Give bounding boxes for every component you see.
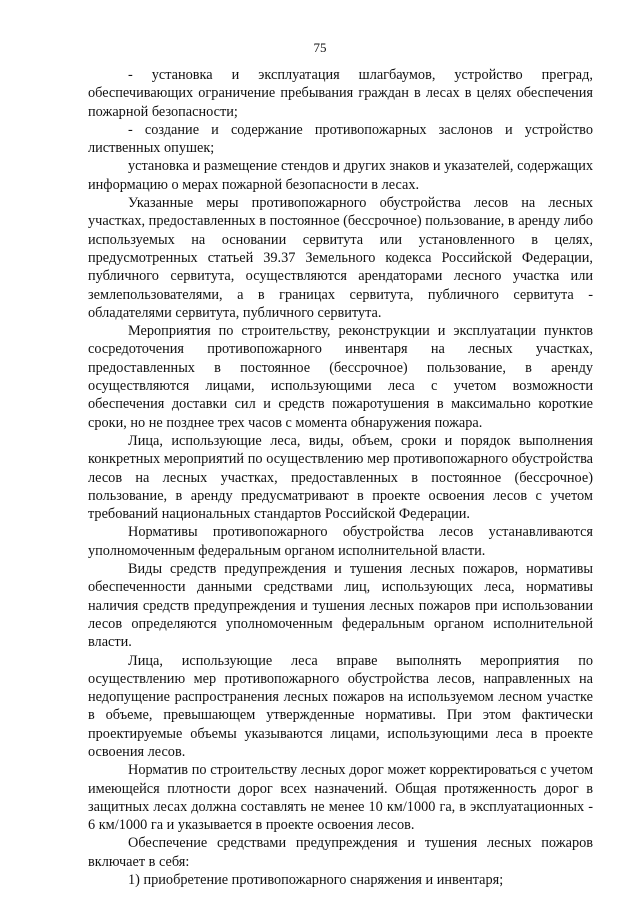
paragraph: Лица, использующие леса, виды, объем, сроки и порядок выполнения конкретных мероприятий по осуществлению мер противопожарного обустройства лесов на лесных участках, предоставленных в постоянное (бессрочное) пользование, в аренду предусматривают в проекте освоения лесов с учетом требований национальных стандартов Российской Федерации.	[88, 432, 593, 523]
paragraph: Нормативы противопожарного обустройства лесов устанавливаются уполномоченным федеральным органом исполнительной власти.	[88, 524, 593, 559]
page-number: 75	[313, 40, 327, 55]
paragraph: Виды средств предупреждения и тушения лесных пожаров, нормативы обеспеченности данными средствами лиц, использующих леса, нормативы наличия средств предупреждения и тушения лесных пожаров при использовании лесов определяются уполномоченным федеральным органом исполнительной власти.	[88, 561, 593, 651]
paragraph: 1) приобретение противопожарного снаряжения и инвентаря;	[128, 872, 504, 889]
paragraph: Обеспечение средствами предупреждения и тушения лесных пожаров включает в себя:	[88, 835, 593, 870]
paragraph: установка и размещение стендов и других знаков и указателей, содержащих информацию о мерах пожарной безопасности в лесах.	[88, 158, 593, 193]
paragraph: Норматив по строительству лесных дорог может корректироваться с учетом имеющейся плотности дорог всех назначений. Общая протяженность дорог в защитных лесах должна составлять не менее 10 км/1000 га, в эксплуатационных - 6 км/1000 га и указывается в проекте освоения лесов.	[88, 762, 593, 834]
document-body	[88, 66, 593, 889]
paragraph: Указанные меры противопожарного обустройства лесов на лесных участках, предоставленных в постоянное (бессрочное) пользование, в аренду либо используемых на основании сервитута или установленного в целях, предусмотренных статьей 39.37 Земельного кодекса Российской Федерации, публичного сервитута, осуществляются арендаторами лесного участка или землепользователями, а в границах сервитута, публичного сервитута - обладателями сервитута, публичного сервитута.	[88, 195, 593, 321]
paragraph: Лица, использующие леса вправе выполнять мероприятия по осуществлению мер противопожарного обустройства лесов, направленных на недопущение распространения лесных пожаров на используемом лесном участке в объеме, превышающем утвержденные нормативы. При этом фактически проектируемые объемы указываются лицами, использующими леса в проекте освоения лесов.	[88, 652, 593, 760]
paragraph: - создание и содержание противопожарных заслонов и устройство лиственных опушек;	[88, 121, 593, 157]
paragraph: Мероприятия по строительству, реконструкции и эксплуатации пунктов сосредоточения противопожарного инвентаря на лесных участках, предоставленных в постоянное (бессрочное) пользование, в аренду осуществляются лицами, использующими леса с учетом возможности обеспечения доставки сил и средств пожаротушения в максимально короткие сроки, но не позднее трех часов с момента обнаружения пожара.	[88, 323, 593, 431]
paragraph: - установка и эксплуатация шлагбаумов, устройство преград, обеспечивающих ограничение пребывания граждан в лесах в целях обеспечения пожарной безопасности;	[88, 67, 593, 120]
